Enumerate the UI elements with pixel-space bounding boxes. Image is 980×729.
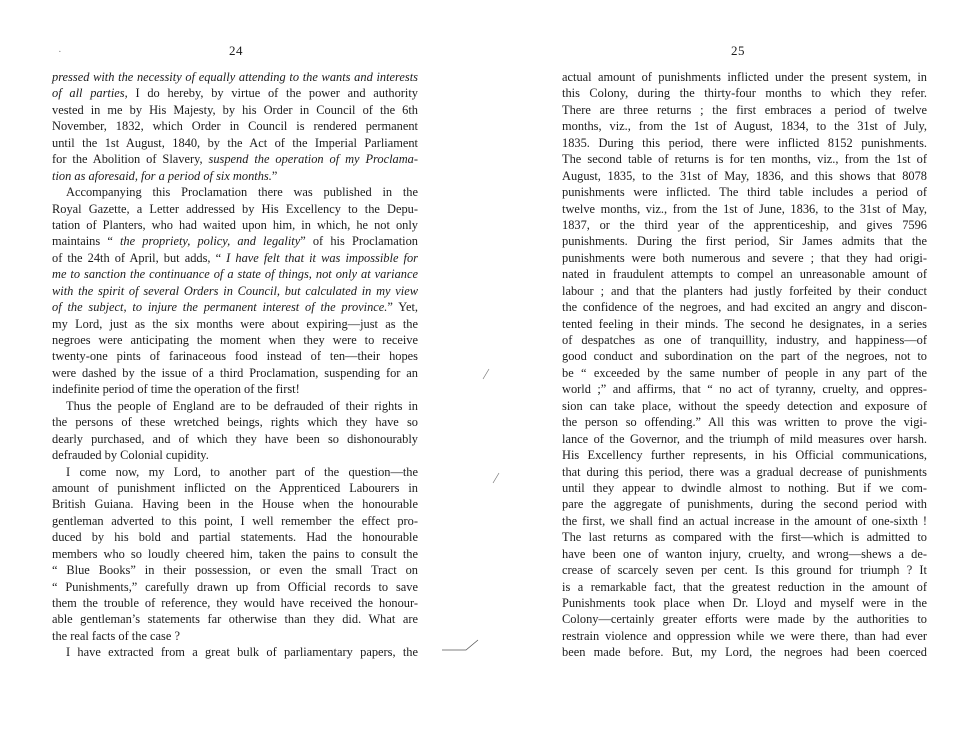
pencil-tick-lower: [492, 472, 500, 484]
text-run: punishments were both numerous and severe ; that they had origi-: [562, 250, 927, 265]
text-line: [562, 431, 927, 447]
text-line: [52, 513, 418, 529]
text-line: [562, 513, 927, 529]
text-line: [52, 431, 418, 447]
text-line: [562, 217, 927, 233]
page-number-left: 24: [229, 43, 243, 58]
text-run: I have extracted from a great bulk of parliamentary papers, the: [66, 645, 418, 660]
text-run: The second table of returns is for ten months, viz., from the 1st of: [562, 152, 927, 167]
text-line: [562, 69, 927, 85]
text-run: restrain violence and oppression while we were there, than had ever: [562, 628, 927, 643]
text-run: of the 24th of April, but adds, “: [52, 250, 227, 265]
text-line: [52, 233, 418, 249]
italic-text: with the spirit of several Orders in Council, but calculated in my view: [52, 283, 418, 298]
text-line: [562, 447, 927, 463]
text-run: sion can take place, without the speedy detection and exposure of: [562, 398, 927, 413]
text-run: I do hereby, by virtue of the power and authority: [127, 86, 418, 101]
text-line: [562, 85, 927, 101]
text-line: [52, 283, 418, 299]
italic-text: the propriety, policy, and legality: [119, 234, 301, 249]
text-line: [52, 644, 418, 660]
text-run: ” Yet,: [387, 300, 418, 315]
text-run: negroes were anticipating the moment when they were to receive: [52, 333, 418, 347]
text-line: [52, 381, 418, 397]
italic-text: of all parties,: [52, 86, 128, 101]
text-line: [52, 529, 418, 545]
text-run: maintains “: [52, 234, 120, 249]
text-line: [52, 102, 418, 118]
text-run: twelve months, viz., from the 1st of June, 1836, to the 31st of May,: [562, 201, 927, 216]
text-line: [52, 201, 418, 217]
text-run: tation of Planters, who had waited upon him, in which, he not only: [52, 217, 418, 232]
text-line: [562, 283, 927, 299]
text-run: tented feeling in their minds. The second he designates, in a series: [562, 316, 927, 331]
text-line: [52, 69, 418, 85]
text-run: November, 1832, which Order in Council is rendered permanent: [52, 119, 418, 134]
text-line: [52, 332, 418, 348]
text-run: 1837, or the third year of the apprenticeship, and gives 7596: [562, 217, 927, 232]
left-page-text: [52, 69, 418, 661]
text-run: this Colony, during the thirty-four months to which they refer.: [562, 86, 927, 101]
text-run: the persons of these wretched beings, rights which they have so: [52, 415, 418, 430]
italic-text: of the subject, to injure the permanent interest of the province.: [52, 300, 388, 315]
text-run: have been one of wanton injury, cruelty, and wrong—shews a de-: [562, 546, 927, 561]
text-line: [52, 184, 418, 200]
text-line: [562, 316, 927, 332]
text-line: [562, 595, 927, 611]
text-line: [562, 118, 927, 134]
text-line: [562, 644, 927, 660]
text-run: be “ exceeded by the same number of people in any part of the: [562, 365, 927, 380]
text-line: [562, 102, 927, 118]
text-run: There are three returns ; the first embraces a period of twelve: [562, 102, 927, 117]
text-line: [562, 201, 927, 217]
text-line: [52, 168, 418, 184]
text-line: [562, 184, 927, 200]
text-run: been made before. But, my Lord, the negroes had been coerced: [562, 645, 927, 660]
text-run: Colony—certainly greater efforts were made by the authorities to: [562, 612, 927, 627]
text-run: His Excellency further represents, in his Official communications,: [562, 448, 927, 463]
text-line: [562, 168, 927, 184]
text-run: amount of punishment inflicted on the Apprenticed Labourers in: [52, 480, 418, 495]
text-line: [52, 480, 418, 496]
text-line: [52, 398, 418, 414]
text-line: [52, 299, 418, 315]
text-run: twenty-one pints of farinaceous food instead of ten—their hopes: [52, 349, 418, 364]
text-line: [562, 464, 927, 480]
text-run: actual amount of punishments inflicted under the present system, in: [562, 70, 927, 84]
text-line: [562, 611, 927, 627]
text-line: [562, 233, 927, 249]
text-run: until the 1st August, 1840, by the Act of the Imperial Parliament: [52, 135, 418, 150]
italic-text: me to sanction the continuance of a state of things, not only at variance: [52, 267, 418, 282]
text-run: is a remarkable fact, that the greatest reduction in the amount of: [562, 579, 927, 594]
pencil-mark: [440, 636, 480, 656]
text-line: [52, 348, 418, 364]
text-line: [52, 316, 418, 332]
text-line: [562, 529, 927, 545]
text-run: “ Blue Books” in their possession, or even the small Tract on: [52, 563, 418, 578]
text-line: [52, 250, 418, 266]
text-run: the person so offending.” All this was written to prove the vigi-: [562, 415, 927, 430]
text-line: [52, 447, 418, 463]
text-line: [562, 266, 927, 282]
text-line: [52, 151, 418, 167]
text-line: [562, 348, 927, 364]
italic-text: pressed with the necessity of equally attending to the wants and interests: [52, 70, 418, 84]
text-line: [562, 299, 927, 315]
text-run: I come now, my Lord, to another part of the question—the: [66, 464, 418, 479]
text-run: duced by his bold and partial statements. Had the honourable: [52, 530, 418, 545]
text-line: [562, 414, 927, 430]
text-run: the first, we shall find an actual increase in the amount of one-sixth !: [562, 513, 927, 528]
text-run: months, viz., from the 1st of August, 1834, to the 31st of July,: [562, 119, 927, 134]
margin-dot: ·: [58, 46, 62, 58]
text-run: nated in fraudulent attempts to compel an unreasonable amount of: [562, 267, 927, 282]
italic-text: I have felt that it was impossible for: [226, 250, 418, 265]
text-run: British Guiana. Having been in the House when the honourable: [52, 497, 418, 512]
text-line: [562, 496, 927, 512]
text-run: ”: [271, 168, 278, 183]
italic-text: suspend the operation of my Proclama-: [208, 152, 418, 167]
text-run: crease of scarcely seven per cent. Is this ground for triumph ? It: [562, 563, 927, 578]
text-line: [562, 398, 927, 414]
text-run: ” of his Proclamation: [300, 234, 419, 249]
page-number-right: 25: [731, 43, 745, 58]
text-run: until they appear to dwindle almost to nothing. But if we com-: [562, 480, 927, 495]
text-run: “ Punishments,” carefully drawn up from Official records to save: [52, 579, 418, 594]
text-run: punishments were inflicted. The third table includes a period of: [562, 185, 927, 200]
pencil-tick-upper: [482, 368, 490, 380]
text-line: [562, 151, 927, 167]
text-line: [52, 118, 418, 134]
text-run: August, 1835, to the 31st of May, 1836, and this shows that 8078: [562, 168, 927, 183]
text-run: lance of the Governor, and the triumph of mild measures over harsh.: [562, 431, 927, 446]
text-line: [52, 365, 418, 381]
text-run: for the Abolition of Slavery,: [52, 152, 209, 167]
text-run: world ;” and affirms, that “ no act of tyranny, cruelty, and oppres-: [562, 382, 927, 397]
text-line: [562, 381, 927, 397]
text-line: [52, 496, 418, 512]
text-run: my Lord, just as the six months were about expiring—just as the: [52, 316, 418, 331]
right-page-text: [562, 69, 927, 661]
text-run: gentleman adverted to this point, I well remember the effect pro-: [52, 513, 418, 528]
text-line: [562, 250, 927, 266]
text-run: 1835. During this period, there were inflicted 8152 punishments.: [562, 135, 927, 150]
right-page: [490, 0, 980, 729]
text-run: of despatches as one of tranquillity, industry, and happiness—of: [562, 333, 927, 347]
text-run: the real facts of the case ?: [52, 628, 180, 643]
text-line: [52, 546, 418, 562]
text-line: [562, 480, 927, 496]
text-run: dearly purchased, and of which they have been so dishonourably: [52, 431, 418, 446]
text-run: that during this period, there was a gradual decrease of punishments: [562, 464, 927, 479]
text-run: Thus the people of England are to be defrauded of their rights in: [66, 398, 418, 413]
text-line: [562, 546, 927, 562]
text-line: [52, 217, 418, 233]
text-line: [52, 85, 418, 101]
text-line: [52, 611, 418, 627]
text-run: indefinite period of time the operation of the first!: [52, 382, 300, 397]
text-line: [562, 562, 927, 578]
text-line: [52, 595, 418, 611]
text-line: [52, 414, 418, 430]
text-line: [52, 464, 418, 480]
text-run: the confidence of the negroes, and had excited an angry and discon-: [562, 300, 927, 315]
text-run: The last returns as compared with the first—which is admitted to: [562, 530, 927, 545]
text-line: [562, 579, 927, 595]
text-run: vested in me by His Majesty, by his Order in Council of the 6th: [52, 102, 418, 117]
text-run: defrauded by Colonial cupidity.: [52, 448, 209, 463]
italic-text: tion as aforesaid, for a period of six months.: [52, 168, 272, 183]
text-run: Accompanying this Proclamation there was published in the: [66, 185, 418, 200]
text-run: able gentleman’s statements far otherwise than they did. What are: [52, 612, 418, 627]
text-line: [52, 628, 418, 644]
text-run: pare the aggregate of punishments, during the second period with: [562, 497, 927, 512]
text-line: [562, 628, 927, 644]
text-run: members who so loudly cheered him, taken the pains to consult the: [52, 546, 418, 561]
text-line: [52, 266, 418, 282]
text-run: punishments. During the first period, Sir James admits that the: [562, 234, 927, 249]
text-run: Royal Gazette, a Letter addressed by His Excellency to the Depu-: [52, 201, 418, 216]
text-line: [562, 365, 927, 381]
text-line: [562, 332, 927, 348]
text-line: [562, 135, 927, 151]
text-line: [52, 562, 418, 578]
text-run: labour ; and that the planters had justly forfeited by their conduct: [562, 283, 927, 298]
text-run: them the trouble of reference, they would have received the honour-: [52, 596, 418, 610]
text-run: were dashed by the issue of a third Proclamation, suspending for an: [52, 365, 418, 380]
text-run: good conduct and subordination on the part of the negroes, not to: [562, 349, 927, 364]
text-run: Punishments took place when Dr. Lloyd and myself were in the: [562, 596, 927, 610]
text-line: [52, 135, 418, 151]
text-line: [52, 579, 418, 595]
